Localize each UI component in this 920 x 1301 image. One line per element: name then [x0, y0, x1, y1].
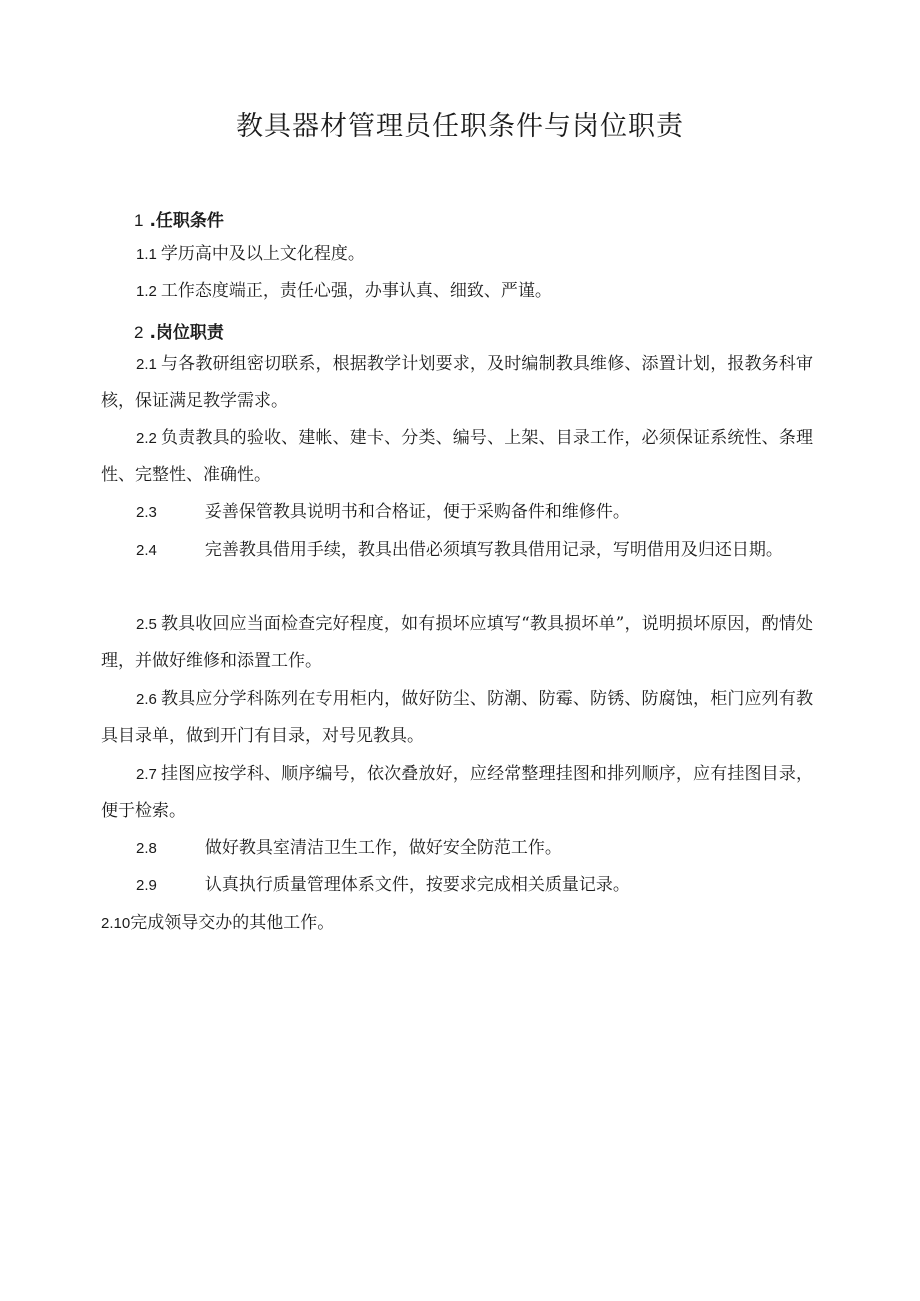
- list-item-2-1: [101, 346, 813, 419]
- list-item-2-4: [101, 532, 813, 569]
- item-number: 1.1: [136, 246, 157, 263]
- item-text: 负责教具的验收、建帐、建卡、分类、编号、上架、目录工作，必须保证系统性、条理性、完整性、准确性。: [101, 428, 813, 485]
- item-number: 2.2: [136, 430, 157, 447]
- item-number: 2.8: [136, 840, 157, 857]
- section-number: 2: [134, 323, 144, 342]
- item-text: 做好教具室清洁卫生工作，做好安全防范工作。: [204, 838, 562, 858]
- section-number: 1: [134, 211, 144, 230]
- item-text: 挂图应按学科、顺序编号，依次叠放好，应经常整理挂图和排列顺序，应有挂图目录，便于检索。: [101, 764, 813, 821]
- page-title: 教具器材管理员任职条件与岗位职责: [236, 111, 684, 142]
- item-text: 工作态度端正，责任心强，办事认真、细致、严谨。: [160, 281, 552, 301]
- list-item-2-3: [101, 494, 813, 531]
- item-number: 1.2: [136, 283, 157, 300]
- item-number: 2.1: [136, 356, 157, 373]
- list-item-2-8: [101, 830, 813, 867]
- list-item-2-9: [101, 867, 813, 904]
- item-number: 2.4: [136, 542, 157, 559]
- item-text: 教具收回应当面检查完好程度，如有损坏应填写“教具损坏单”，说明损坏原因，酌情处理，并做好维修和添置工作。: [101, 614, 813, 671]
- item-text: 与各教研组密切联系，根据教学计划要求，及时编制教具维修、添置计划，报教务科审核，保证满足教学需求。: [101, 354, 813, 411]
- item-text: 学历高中及以上文化程度。: [160, 244, 365, 264]
- section-heading-qualifications: [134, 206, 224, 231]
- section-heading-duties: [134, 318, 224, 343]
- item-number: 2.9: [136, 877, 157, 894]
- list-item-2-2: [101, 420, 813, 493]
- item-text: 完善教具借用手续，教具出借必须填写教具借用记录，写明借用及归还日期。: [204, 540, 783, 560]
- item-text: 认真执行质量管理体系文件，按要求完成相关质量记录。: [204, 875, 630, 895]
- item-number: 2.10: [101, 915, 131, 932]
- section-title: .任职条件: [149, 211, 224, 231]
- list-item-2-10: [101, 905, 813, 942]
- list-item-2-7: [101, 756, 813, 829]
- item-number: 2.7: [136, 766, 157, 783]
- item-number: 2.5: [136, 616, 157, 633]
- item-number: 2.3: [136, 504, 157, 521]
- item-text: 完成领导交办的其他工作。: [130, 913, 335, 933]
- section-title: .岗位职责: [149, 323, 224, 343]
- list-item-1-1: [101, 236, 813, 273]
- item-number: 2.6: [136, 691, 157, 708]
- list-item-2-6: [101, 681, 813, 754]
- list-item-1-2: [101, 273, 813, 310]
- item-text: 教具应分学科陈列在专用柜内，做好防尘、防潮、防霉、防锈、防腐蚀，柜门应列有教具目录单，做到开门有目录，对号见教具。: [101, 689, 813, 746]
- item-text: 妥善保管教具说明书和合格证，便于采购备件和维修件。: [204, 502, 630, 522]
- list-item-2-5: [101, 606, 813, 679]
